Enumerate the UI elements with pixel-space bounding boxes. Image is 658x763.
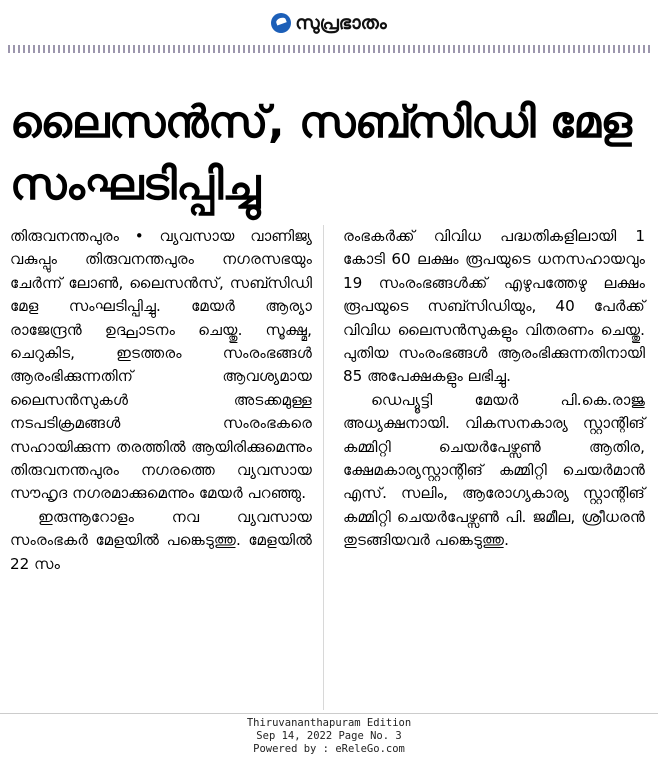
powered-by-link[interactable]: Powered by : eReleGo.com (253, 743, 405, 755)
edition-label: Thiruvananthapuram Edition (246, 717, 412, 729)
page-footer (0, 717, 658, 756)
suprabhaatham-logo-icon (271, 13, 291, 33)
article-headline: ലൈസൻസ്, സബ്സിഡി മേള സംഘടിപ്പിച്ചു (10, 97, 632, 210)
article-column-left (10, 225, 312, 576)
paragraph: തിരുവനന്തപുരം • വ്യവസായ വാണിജ്യ വകുപ്പും തിരുവനന്തപുരം നഗരസഭയും ചേർന്ന് ലോൺ, ലൈസൻസ്, സബ്സിഡി മേള സംഘടിപ്പിച്ചു. മേയർ ആര്യാ രാജേന്ദ്രൻ ഉദ്ഘാടനം ചെയ്തു. സൂക്ഷ്മ, ചെറുകിട, ഇടത്തരം സംരംഭങ്ങൾ ആരംഭിക്കുന്നതിന് ആവശ്യമായ ലൈസൻസുകൾ അടക്കമുള്ള നടപടിക്രമങ്ങൾ സംരംഭകരെ സഹായിക്കുന്ന തരത്തിൽ ആയിരിക്കുമെന്നും തിരുവനന്തപുരം നഗരത്തെ വ്യവസായ സൗഹൃദ നഗരമാക്കുമെന്നും മേയർ പറഞ്ഞു. (10, 227, 312, 503)
masthead (0, 8, 658, 38)
article-column-right (343, 225, 645, 553)
footer-divider (0, 713, 658, 714)
paragraph: ഇരുന്നൂറോളം നവ വ്യവസായ സംരംഭകർ മേളയിൽ പങ്കെടുത്തു. മേളയിൽ 22 സം (10, 507, 312, 573)
paragraph: രംഭകർക്ക് വിവിധ പദ്ധതികളിലായി 1 കോടി 60 ലക്ഷം രൂപയുടെ ധനസഹായവും 19 സംരംഭങ്ങൾക്ക് എഴുപത്തേഴു ലക്ഷം രൂപയുടെ സബ്സിഡിയും, 40 പേർക്ക് വിവിധ ലൈസൻസുകളും വിതരണം ചെയ്തു. പുതിയ സംരംഭങ്ങൾ ആരംഭിക്കുന്നതിനായി 85 അപേക്ഷകളും ലഭിച്ചു. (343, 227, 645, 386)
column-divider (323, 225, 324, 710)
paragraph: ഡെപ്യൂട്ടി മേയർ പി.കെ.രാജു അധ്യക്ഷനായി. വികസനകാര്യ സ്റ്റാന്റിങ് കമ്മിറ്റി ചെയർപേഴ്സൺ ആതിര, ക്ഷേമകാര്യസ്റ്റാന്റിങ് കമ്മിറ്റി ചെയർമാൻ എസ്. സലിം, ആരോഗ്യകാര്യ സ്റ്റാന്റിങ് കമ്മിറ്റി ചെയർപേഴ്സൺ പി. ജമീല, ശ്രീധരൻ തുടങ്ങിയവർ പങ്കെടുത്തു. (343, 390, 645, 550)
masthead-divider (8, 45, 650, 53)
newspaper-logo-text: സുപ്രഭാതം (295, 12, 387, 34)
date-page-label: Sep 14, 2022 Page No. 3 (256, 730, 402, 742)
